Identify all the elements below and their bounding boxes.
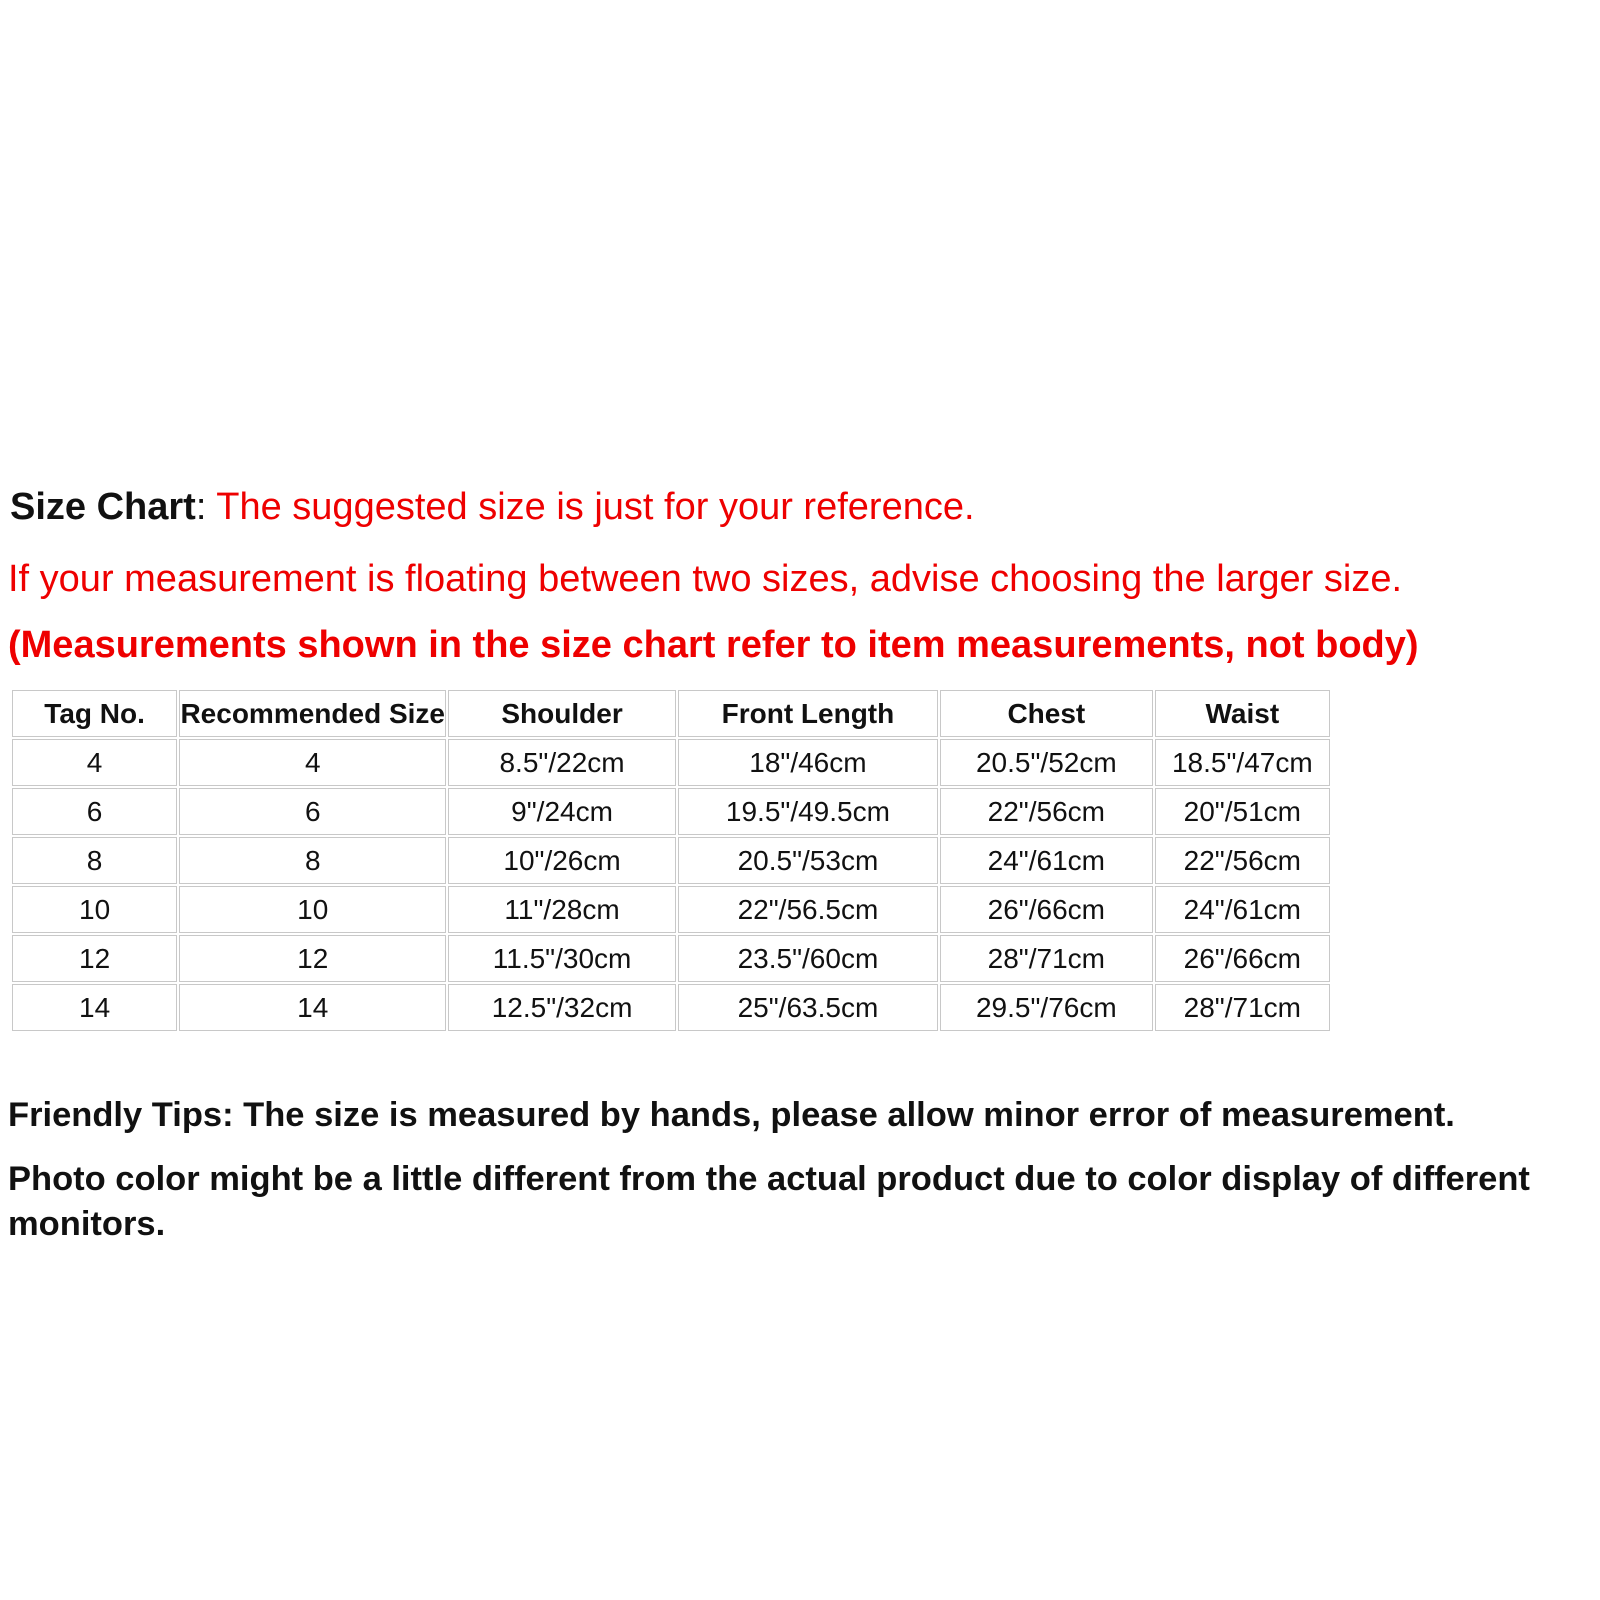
table-cell: 10 — [179, 886, 446, 933]
table-cell: 25"/63.5cm — [678, 984, 938, 1031]
table-cell: 8.5"/22cm — [448, 739, 676, 786]
table-cell: 26"/66cm — [1155, 935, 1330, 982]
size-table-header — [12, 690, 1330, 737]
table-cell: 14 — [12, 984, 177, 1031]
table-cell: 29.5"/76cm — [940, 984, 1153, 1031]
table-cell: 18"/46cm — [678, 739, 938, 786]
table-cell: 14 — [179, 984, 446, 1031]
column-header: Chest — [940, 690, 1153, 737]
column-header: Front Length — [678, 690, 938, 737]
table-cell: 22"/56cm — [1155, 837, 1330, 884]
table-cell: 23.5"/60cm — [678, 935, 938, 982]
table-cell: 4 — [12, 739, 177, 786]
table-cell: 10"/26cm — [448, 837, 676, 884]
table-cell: 6 — [179, 788, 446, 835]
friendly-tips-text: Friendly Tips: The size is measured by hands, please allow minor error of measurement. — [8, 1096, 1455, 1134]
size-chart-title: Size Chart — [10, 486, 196, 528]
table-cell: 20"/51cm — [1155, 788, 1330, 835]
table-cell: 22"/56.5cm — [678, 886, 938, 933]
table-cell: 8 — [179, 837, 446, 884]
table-row — [12, 886, 1330, 933]
table-cell: 18.5"/47cm — [1155, 739, 1330, 786]
column-header: Tag No. — [12, 690, 177, 737]
table-row — [12, 935, 1330, 982]
table-cell: 12.5"/32cm — [448, 984, 676, 1031]
table-cell: 22"/56cm — [940, 788, 1153, 835]
photo-color-note-text: Photo color might be a little different from the actual product due to color display of different monitors. — [8, 1160, 1530, 1243]
table-cell: 28"/71cm — [1155, 984, 1330, 1031]
table-cell: 20.5"/52cm — [940, 739, 1153, 786]
table-cell: 28"/71cm — [940, 935, 1153, 982]
table-cell: 24"/61cm — [1155, 886, 1330, 933]
table-row — [12, 739, 1330, 786]
table-cell: 4 — [179, 739, 446, 786]
size-table — [10, 688, 1332, 1033]
column-header: Recommended Size — [179, 690, 446, 737]
table-cell: 8 — [12, 837, 177, 884]
table-cell: 19.5"/49.5cm — [678, 788, 938, 835]
table-cell: 6 — [12, 788, 177, 835]
sizing-advice-text: If your measurement is floating between two sizes, advise choosing the larger size. — [8, 558, 1403, 600]
table-cell: 11"/28cm — [448, 886, 676, 933]
column-header: Shoulder — [448, 690, 676, 737]
title-separator: : — [195, 486, 217, 528]
table-cell: 20.5"/53cm — [678, 837, 938, 884]
size-chart-note: The suggested size is just for your reference. — [216, 486, 975, 528]
table-cell: 24"/61cm — [940, 837, 1153, 884]
table-row — [12, 837, 1330, 884]
table-row — [12, 984, 1330, 1031]
table-cell: 26"/66cm — [940, 886, 1153, 933]
table-cell: 9"/24cm — [448, 788, 676, 835]
table-cell: 12 — [179, 935, 446, 982]
table-cell: 12 — [12, 935, 177, 982]
measurement-disclaimer-text: (Measurements shown in the size chart refer to item measurements, not body) — [8, 624, 1419, 666]
column-header: Waist — [1155, 690, 1330, 737]
size-table-body — [12, 739, 1330, 1031]
table-row — [12, 788, 1330, 835]
table-cell: 10 — [12, 886, 177, 933]
table-cell: 11.5"/30cm — [448, 935, 676, 982]
header-row — [12, 690, 1330, 737]
size-chart-heading — [10, 486, 975, 529]
